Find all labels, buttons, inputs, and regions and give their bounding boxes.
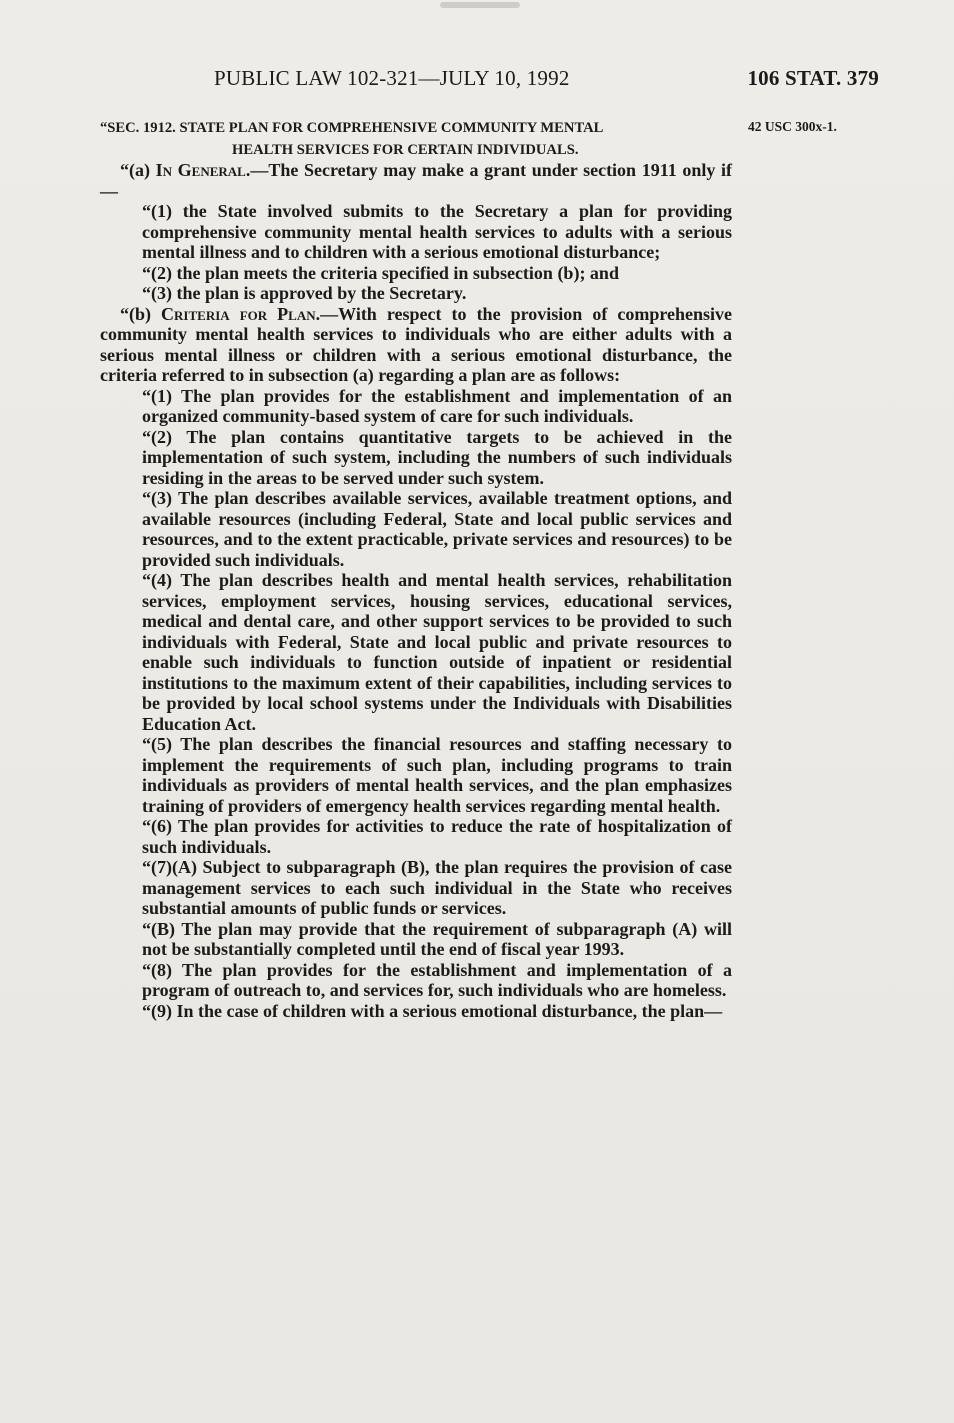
paragraph-a1: “(1) the State involved submits to the Secretary a plan for providing comprehensive community mental health services to adults with a serious mental illness and to children with a serious emotional disturbance; <box>142 201 732 262</box>
paragraph-b6: “(6) The plan provides for activities to reduce the rate of hospitalization of such individuals. <box>142 816 732 857</box>
paragraph-b3: “(3) The plan describes available services, available treatment options, and available resources (including Federal, State and local public services and resources, and to the extent practicable, private services and resources) to be provided such individuals. <box>142 488 732 570</box>
paragraph-b7a: “(7)(A) Subject to subparagraph (B), the plan requires the provision of case management services to each such individual in the State who receives substantial amounts of public funds or services. <box>142 857 732 918</box>
section-body <box>100 160 732 1021</box>
scan-artifact <box>440 2 520 8</box>
paragraph-a-text: .—The Secretary may make a grant under section 1911 only if— <box>100 160 732 201</box>
paragraph-b7b: “(B) The plan may provide that the requirement of subparagraph (A) will not be substantially completed until the end of fiscal year 1993. <box>142 918 732 959</box>
paragraph-b-caption: Criteria for Plan <box>161 303 316 324</box>
paragraph-b1: “(1) The plan provides for the establishment and implementation of an organized community-based system of care for such individuals. <box>142 385 732 426</box>
paragraph-b9: “(9) In the case of children with a serious emotional disturbance, the plan— <box>142 1000 723 1021</box>
page-header <box>214 66 879 94</box>
paragraph-b2: “(2) The plan contains quantitative targets to be achieved in the implementation of such system, including the numbers of such individuals residing in the areas to be served under such system. <box>142 426 732 488</box>
paragraph-b8: “(8) The plan provides for the establishment and implementation of a program of outreach to, and services for, such individuals who are homeless. <box>142 959 732 1000</box>
paragraph-a <box>100 160 732 201</box>
paragraph-b-text: .—With respect to the provision of comprehensive community mental health services to individuals who are either adults with a serious mental illness or children with a serious emotional disturbance, the criteria referred to in subsection (a) regarding a plan are as follows: <box>100 303 733 385</box>
section-heading-line2: HEALTH SERVICES FOR CERTAIN INDIVIDUALS. <box>232 142 579 158</box>
statute-page-number: 106 STAT. 379 <box>747 66 879 90</box>
paragraph-b5: “(5) The plan describes the financial resources and staffing necessary to implement the requirements of such plan, including programs to train individuals as providers of mental health services, and the plan emphasizes training of providers of emergency health services regarding mental health. <box>142 734 732 816</box>
section-heading-line1: “SEC. 1912. STATE PLAN FOR COMPREHENSIVE COMMUNITY MENTAL <box>100 120 604 136</box>
paragraph-b <box>100 304 732 386</box>
section-heading <box>100 117 740 161</box>
paragraph-a2: “(2) the plan meets the criteria specified in subsection (b); and <box>142 262 619 283</box>
paragraph-b4: “(4) The plan describes health and mental health services, rehabilitation services, employment services, housing services, educational services, medical and dental care, and other support services to be provided to such individuals with Federal, State and local public and private resources to enable such individuals to function outside of inpatient or residential institutions to the maximum extent of their capabilities, including services to be provided by local school systems under the Individuals with Disabilities Education Act. <box>142 570 732 734</box>
paragraph-a-caption: In General <box>155 160 246 180</box>
paragraph-a-lead: “(a) <box>120 160 156 180</box>
header-title: PUBLIC LAW 102-321—JULY 10, 1992 <box>214 66 570 90</box>
paragraph-b-lead: “(b) <box>120 303 162 324</box>
paragraph-a3: “(3) the plan is approved by the Secretary. <box>142 283 467 303</box>
usc-citation: 42 USC 300x-1. <box>748 119 837 134</box>
